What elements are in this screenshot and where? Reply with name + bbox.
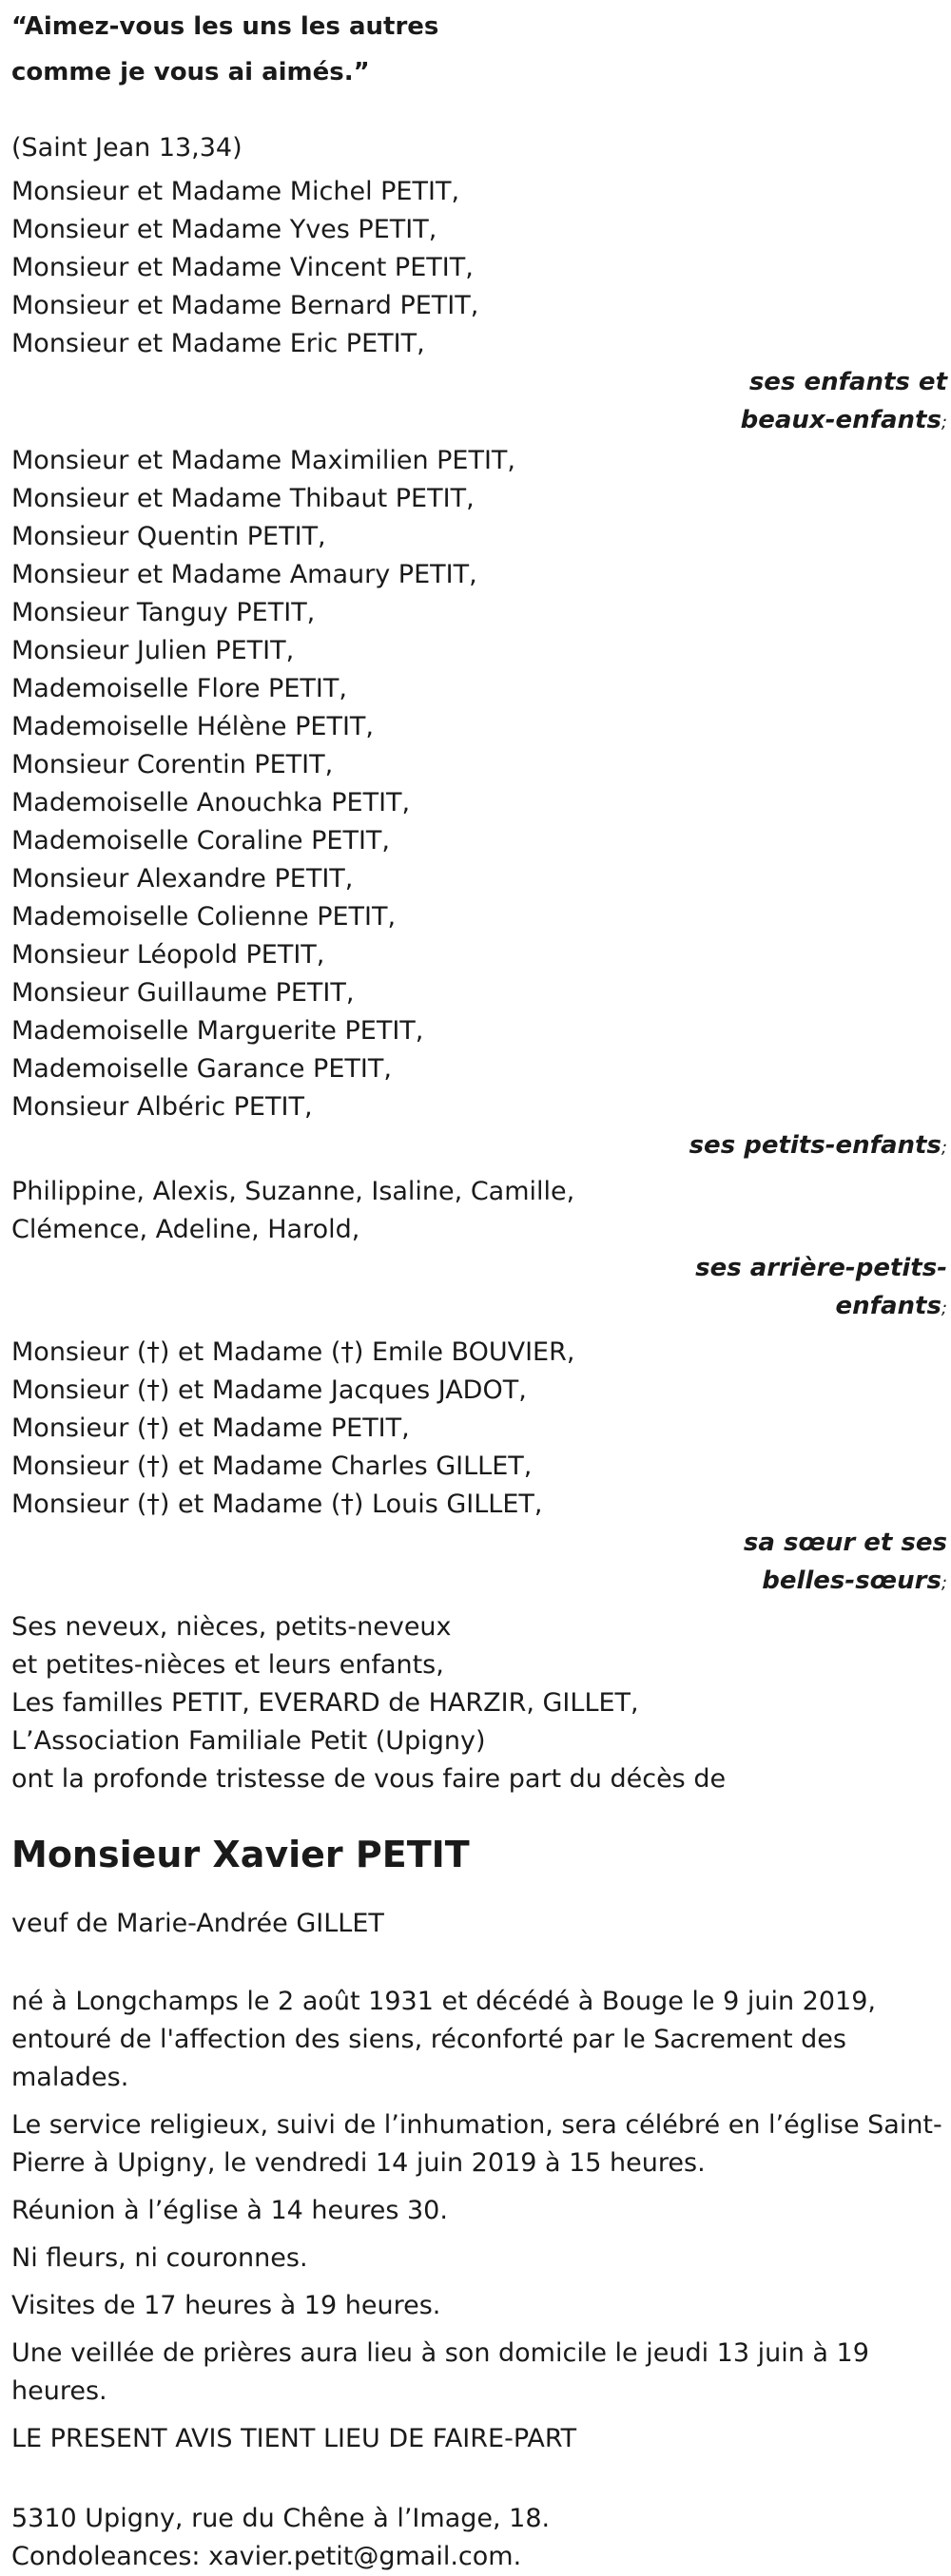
list-item: Monsieur et Madame Yves PETIT, [11, 215, 437, 244]
address-line: 5310 Upigny, rue du Chêne à l’Image, 18. [11, 2504, 551, 2533]
quote-line-1: “Aimez-vous les uns les autres [11, 12, 439, 41]
visits-paragraph: Visites de 17 heures à 19 heures. [11, 2291, 441, 2320]
children-list [11, 173, 947, 363]
list-item: Clémence, Adeline, Harold, [11, 1215, 360, 1244]
list-item: Monsieur (†) et Madame (†) Louis GILLET, [11, 1490, 543, 1519]
list-item: Les familles PETIT, EVERARD de HARZIR, GILLET, [11, 1688, 639, 1718]
list-item: Ses neveux, nièces, petits-neveux [11, 1612, 452, 1642]
relation-line: belles-sœurs ; [11, 1562, 947, 1603]
list-item: Mademoiselle Coraline PETIT, [11, 826, 390, 855]
list-item: Monsieur (†) et Madame Charles GILLET, [11, 1451, 533, 1481]
relation-siblings [11, 1524, 947, 1603]
other-relatives [11, 1608, 947, 1798]
list-item: ont la profonde tristesse de vous faire part du décès de [11, 1764, 727, 1794]
flowers-paragraph: Ni fleurs, ni couronnes. [11, 2243, 308, 2273]
relation-line: beaux-enfants ; [11, 401, 947, 442]
list-item: Monsieur (†) et Madame PETIT, [11, 1413, 410, 1443]
relation-line: ses petits-enfants ; [11, 1126, 947, 1167]
spouse-line: veuf de Marie-Andrée GILLET [11, 1909, 384, 1938]
list-item: Monsieur Alexandre PETIT, [11, 864, 354, 894]
relation-line: ses enfants et [748, 368, 947, 396]
list-item: Monsieur Guillaume PETIT, [11, 978, 355, 1008]
list-item: Monsieur Albéric PETIT, [11, 1092, 313, 1122]
relation-line: sa sœur et ses [743, 1528, 947, 1557]
list-item: Monsieur et Madame Eric PETIT, [11, 329, 425, 358]
list-item: Mademoiselle Garance PETIT, [11, 1054, 392, 1084]
bible-quote [11, 4, 947, 95]
relation-great-grandchildren [11, 1249, 947, 1328]
list-item: Monsieur et Madame Amaury PETIT, [11, 560, 477, 589]
list-item: Monsieur et Madame Thibaut PETIT, [11, 484, 475, 513]
vigil-paragraph: Une veillée de prières aura lieu à son domicile le jeudi 13 juin à 19 heures. [11, 2338, 869, 2406]
deceased-name: Monsieur Xavier PETIT [11, 1834, 470, 1875]
relation-line: ses arrière-petits- [695, 1254, 947, 1282]
list-item: Monsieur et Madame Michel PETIT, [11, 177, 460, 206]
list-item: Mademoiselle Anouchka PETIT, [11, 788, 411, 817]
list-item: Monsieur et Madame Bernard PETIT, [11, 291, 479, 320]
quote-line-2: comme je vous ai aimés.” [11, 58, 370, 87]
birth-death-paragraph: né à Longchamps le 2 août 1931 et décédé à Bouge le 9 juin 2019, entouré de l'affection des siens, réconforté par le Sacrement des malades. [11, 1987, 876, 2092]
list-item: Mademoiselle Hélène PETIT, [11, 712, 374, 741]
list-item: et petites-nièces et leurs enfants, [11, 1650, 444, 1680]
quote-reference: (Saint Jean 13,34) [11, 133, 243, 163]
condolences-line: Condoleances: xavier.petit@gmail.com. [11, 2542, 522, 2571]
list-item: Philippine, Alexis, Suzanne, Isaline, Camille, [11, 1177, 575, 1206]
service-paragraph: Le service religieux, suivi de l’inhumation, sera célébré en l’église Saint-Pierre à Upigny, le vendredi 14 juin 2019 à 15 heures. [11, 2110, 942, 2178]
list-item: Monsieur (†) et Madame Jacques JADOT, [11, 1375, 527, 1405]
list-item: Monsieur Quentin PETIT, [11, 522, 326, 551]
meeting-paragraph: Réunion à l’église à 14 heures 30. [11, 2196, 448, 2225]
relation-line: enfants ; [11, 1287, 947, 1328]
list-item: Monsieur et Madame Maximilien PETIT, [11, 446, 516, 475]
list-item: Monsieur Corentin PETIT, [11, 750, 334, 779]
list-item: Monsieur Tanguy PETIT, [11, 598, 316, 627]
list-item: Mademoiselle Marguerite PETIT, [11, 1016, 424, 1046]
great-grandchildren-list [11, 1173, 947, 1249]
list-item: Monsieur Julien PETIT, [11, 636, 295, 665]
list-item: L’Association Familiale Petit (Upigny) [11, 1726, 486, 1756]
list-item: Monsieur et Madame Vincent PETIT, [11, 253, 474, 282]
list-item: Mademoiselle Colienne PETIT, [11, 902, 397, 932]
relation-grandchildren [11, 1126, 947, 1167]
siblings-list [11, 1334, 947, 1524]
list-item: Mademoiselle Flore PETIT, [11, 674, 347, 703]
list-item: Monsieur Léopold PETIT, [11, 940, 325, 970]
list-item: Monsieur (†) et Madame (†) Emile BOUVIER, [11, 1337, 575, 1367]
notice-paragraph: LE PRESENT AVIS TIENT LIEU DE FAIRE-PART [11, 2424, 577, 2453]
relation-children [11, 363, 947, 442]
grandchildren-list [11, 442, 947, 1126]
